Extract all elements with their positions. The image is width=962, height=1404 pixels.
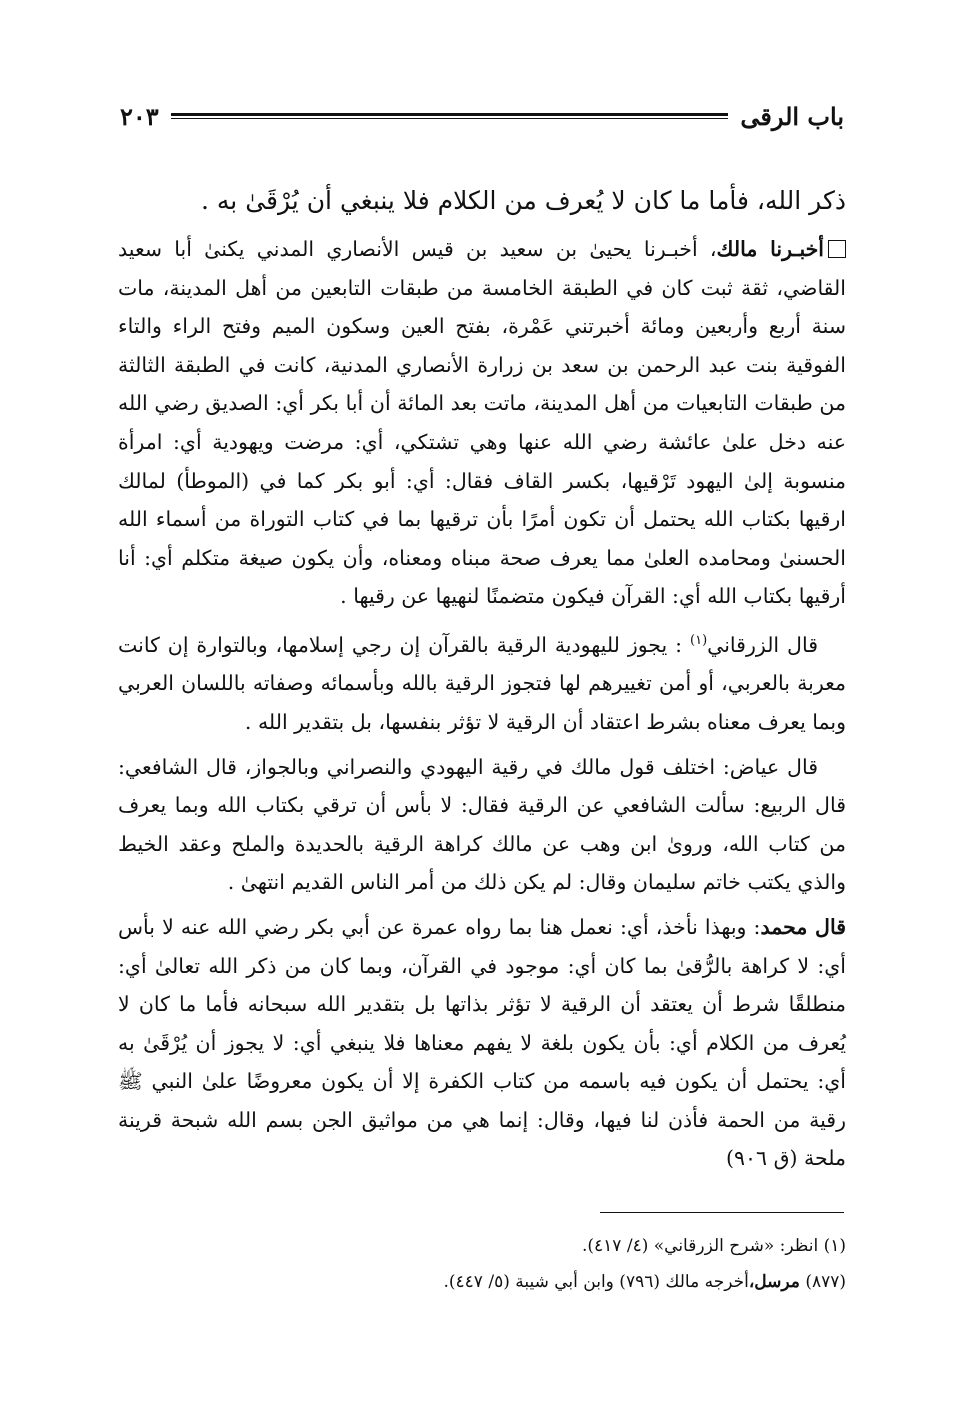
square-marker-icon bbox=[828, 240, 846, 258]
chapter-title: باب الرقى bbox=[740, 101, 844, 131]
paragraph-zurqani bbox=[118, 622, 846, 742]
footnote-text: أخرجه مالك (٧٩٦) وابن أبي شيبة (٥/ ٤٤٧). bbox=[443, 1272, 749, 1292]
footnote-rule bbox=[600, 1212, 844, 1213]
paragraph-text: : وبهذا نأخذ، أي: نعمل هنا بما رواه عمرة عن أبي بكر رضي الله عنه لا بأس أي: لا كراهة بالرُّقىٰ بما كان أي: موجود في القرآن، وبما كان من ذكر الله تعالىٰ أي: منطلقًا شرط أن يعتقد أن الرقية لا تؤثر بذاتها بل بتقدير الله سبحانه فأما ما كان لا يُعرف من الكلام أي: بأن يكون بلغة لا يفهم معناها فلا ينبغي أي: لا يجوز أن يُرْقَىٰ به أي: يحتمل أن يكون فيه باسمه من كتاب الكفرة إلا أن يكون معروضًا علىٰ النبي ﷺ رقية من الحمة فأذن لنا فيها، وقال: إنما هي من مواثيق الجن بسم الله شبحة قرينة ملحة (ق ٩٠٦) bbox=[118, 914, 846, 1171]
paragraph-muhammad bbox=[118, 908, 846, 1178]
narration-label: أخبـرنا مالك bbox=[716, 237, 824, 261]
main-text bbox=[118, 176, 846, 1184]
lead-line: ذكر الله، فأما ما كان لا يُعرف من الكلام فلا ينبغي أن يُرْقَىٰ به . bbox=[201, 186, 846, 215]
footnote-ref: (١) bbox=[690, 632, 708, 648]
page-number: ٢٠٣ bbox=[120, 101, 159, 131]
paragraph-text-start: قال الزرقاني bbox=[707, 632, 818, 657]
paragraph-iyad: قال عياض: اختلف قول مالك في رقية اليهودي والنصراني وبالجواز، قال الشافعي: قال الربيع: سألت الشافعي عن الرقية فقال: لا بأس أن ترقي بكتاب الله وبما يعرف من كتاب الله، وروىٰ ابن وهب عن مالك كراهة الرقية بالحديدة والملح وعقد الخيط والذي يكتب خاتم سليمان وقال: لم يكن ذلك من أمر الناس القديم انتهىٰ . bbox=[118, 754, 846, 895]
footnote-2 bbox=[118, 1264, 846, 1300]
running-header bbox=[120, 96, 844, 136]
commentary-label: قال محمد bbox=[760, 914, 846, 939]
footnotes bbox=[118, 1228, 846, 1300]
footnote-1: (١) انظر: «شرح الزرقاني» (٤/ ٤١٧). bbox=[581, 1236, 846, 1256]
footnote-number: (٨٧٧) bbox=[805, 1272, 846, 1292]
footnote-grade: مرسل، bbox=[748, 1272, 800, 1292]
paragraph-text-rest: : يجوز لليهودية الرقية بالقرآن إن رجي إسلامها، وبالتوارة إن كانت معربة بالعربي، أو أمن تغييرهم لها فتجوز الرقية بالله وبأسمائه وصفاته باللسان العربي وبما يعرف معناه بشرط اعتقاد أن الرقية لا تؤثر بنفسها، بل بتقدير الله . bbox=[118, 632, 846, 734]
paragraph-text: ، أخبـرنا يحيىٰ بن سعيد بن قيس الأنصاري المدني يكنىٰ أبا سعيد القاضي، ثقة ثبت كان في الطبقة الخامسة من طبقات التابعين من أهل المدينة، مات سنة أربع وأربعين ومائة أخبرتني عَمْرة، بفتح العين وسكون الميم وفتح الراء والتاء الفوقية بنت عبد الرحمن بن سعد بن زرارة الأنصاري المدنية، كانت في الطبقة الثالثة من طبقات التابعيات من أهل المدينة، ماتت بعد المائة أن أبا بكر أي: الصديق رضي الله عنه دخل علىٰ عائشة رضي الله عنها وهي تشتكي، أي: مرضت ويهودية أي: امرأة منسوبة إلىٰ اليهود تَرْقيها، بكسر القاف فقال: أي: أبو بكر كما في (الموطأ) لمالك ارقيها بكتاب الله يحتمل أن تكون أمرًا بأن ترقيها بما في كتاب التوراة من أسماء الله الحسنىٰ ومحامده العلىٰ مما يعرف صحة مبناه ومعناه، وأن يكون صيغة متكلم أي: أنا أرقيها بكتاب الله أي: القرآن فيكون متضمنًا لنهيها عن رقيها . bbox=[118, 237, 846, 609]
header-rule bbox=[171, 113, 729, 119]
paragraph-hadith bbox=[118, 230, 846, 616]
